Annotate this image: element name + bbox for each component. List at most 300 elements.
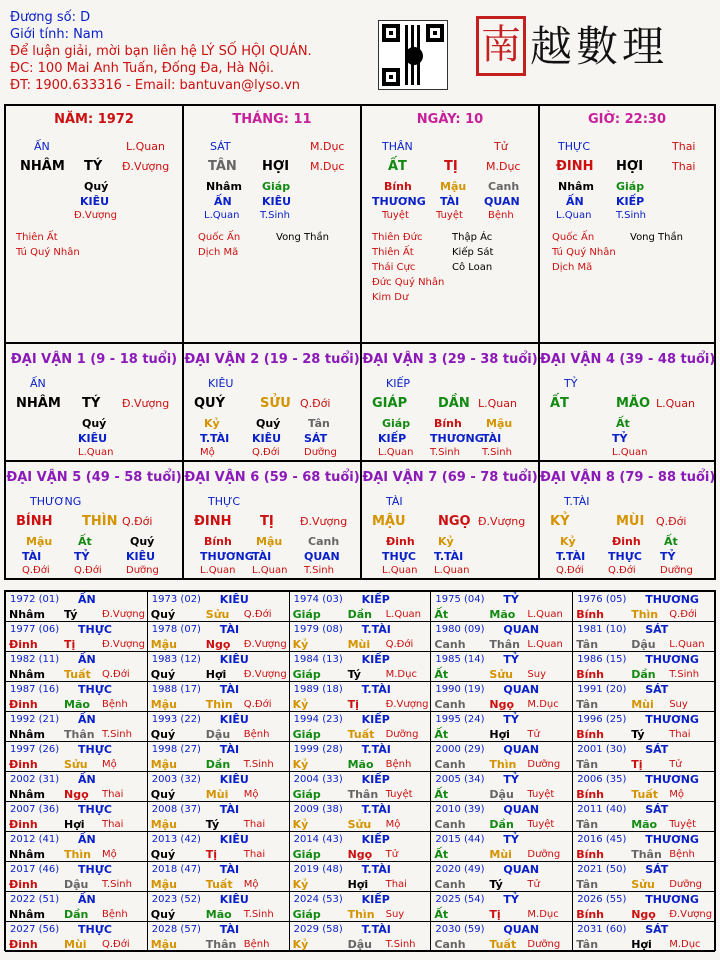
year-cell — [431, 742, 573, 772]
branch: THÌN — [82, 514, 118, 529]
year-cell — [6, 742, 148, 772]
year-stage: Tuyệt — [385, 789, 413, 800]
hidden-stem: Bính — [384, 180, 412, 193]
dai-van-cell — [183, 461, 361, 579]
year-stem: Ất — [434, 668, 449, 681]
year-cell — [147, 802, 289, 832]
pillar-title: GIỜ: 22:30 — [588, 112, 666, 127]
year-label: 1985 (14) — [435, 654, 485, 665]
year-label: 2009 (38) — [293, 804, 343, 815]
year-branch: Tị — [205, 848, 218, 861]
year-star: QUAN — [503, 683, 540, 696]
year-stem: Bính — [576, 908, 605, 921]
ten-god-label: THỰC — [208, 495, 241, 508]
hidden-stem: Mậu — [26, 535, 53, 548]
year-stem: Mậu — [150, 698, 177, 711]
year-stage: Đ.Vượng — [669, 909, 713, 920]
year-label: 2007 (36) — [10, 804, 60, 815]
year-branch: Tý — [347, 668, 361, 681]
year-label: 2000 (29) — [435, 744, 485, 755]
year-branch: Mùi — [205, 788, 229, 801]
year-branch: Tý — [64, 608, 78, 621]
branch: MÃO — [616, 396, 651, 411]
hidden-stem: Kỷ — [560, 535, 576, 548]
year-label: 1993 (22) — [151, 714, 201, 725]
year-stem: Ất — [434, 848, 449, 861]
year-stem: Mậu — [150, 818, 177, 831]
year-star: THƯƠNG — [645, 653, 699, 666]
year-star: ẤN — [78, 833, 96, 846]
year-label: 1996 (25) — [577, 714, 627, 725]
hidden-star: TỶ — [74, 550, 90, 563]
star-item: Vong Thần — [630, 232, 683, 243]
year-stage: T.Sinh — [243, 909, 274, 920]
branch-stage: Thai — [672, 160, 696, 173]
year-cell — [431, 832, 573, 862]
year-stage: Tuyệt — [669, 819, 697, 830]
year-stem: Giáp — [292, 848, 321, 861]
hidden-stem: Kỷ — [204, 417, 220, 430]
year-cell — [289, 652, 431, 682]
hidden-stem: Kỷ — [438, 535, 454, 548]
hidden-stem: Quý — [130, 535, 155, 548]
year-stem: Quý — [150, 908, 176, 921]
branch: HỢI — [262, 159, 290, 174]
year-stage: Đ.Vượng — [102, 639, 145, 650]
hidden-star: QUAN — [484, 195, 520, 208]
year-stage: Thai — [102, 789, 124, 800]
hidden-stage: Q.Đới — [608, 565, 636, 576]
year-stage: Tuyệt — [527, 819, 555, 830]
year-stem: Nhâm — [9, 788, 45, 801]
year-label: 2014 (43) — [293, 834, 343, 845]
star-item: Tú Quý Nhân — [552, 247, 616, 258]
hidden-stem: Tân — [308, 417, 330, 430]
hidden-stem: Mậu — [440, 180, 467, 193]
star-item: Tú Quý Nhân — [16, 247, 80, 258]
year-stem: Giáp — [292, 728, 321, 741]
pillar-title: NĂM: 1972 — [54, 112, 134, 127]
year-stem: Quý — [150, 608, 176, 621]
branch-stage: Q.Đới — [300, 397, 331, 410]
year-cell — [573, 682, 715, 712]
hidden-star: TÀI — [252, 550, 272, 563]
year-branch: Tý — [489, 878, 503, 891]
stage-label: L.Quan — [126, 140, 165, 153]
ten-god-label: THỰC — [558, 140, 591, 153]
year-label: 1992 (21) — [10, 714, 60, 725]
year-cell — [6, 712, 148, 742]
branch: TỊ — [444, 159, 458, 174]
star-item: Quốc Ấn — [552, 232, 595, 243]
star-item: Kiếp Sát — [452, 247, 494, 258]
branch-stage: Đ.Vượng — [122, 397, 170, 410]
year-label: 1983 (12) — [151, 654, 201, 665]
year-branch: Ngọ — [489, 698, 515, 711]
branch: HỢI — [616, 159, 644, 174]
year-cell — [147, 832, 289, 862]
year-branch: Dần — [631, 668, 656, 681]
year-star: THƯƠNG — [645, 713, 699, 726]
year-cell — [147, 772, 289, 802]
year-branch: Hợi — [64, 818, 85, 831]
hidden-stage: Bệnh — [488, 210, 514, 221]
year-star: THƯƠNG — [645, 773, 699, 786]
year-branch: Sửu — [631, 878, 655, 891]
year-label: 2025 (54) — [435, 894, 485, 905]
year-branch: Tuất — [205, 878, 233, 891]
ten-god-label: KIẾP — [386, 377, 411, 390]
year-stage: Q.Đới — [385, 639, 414, 650]
contact-note[interactable]: Để luận giải, mời bạn liên hệ LÝ SỐ HỘI QUÁN. — [10, 44, 312, 59]
hidden-star: T.TÀI — [200, 432, 230, 445]
dai-van-title: ĐẠI VẬN 4 (39 - 48 tuổi) — [540, 352, 716, 367]
year-stage: Thai — [243, 849, 266, 860]
year-cell — [6, 802, 148, 832]
year-stem: Tân — [576, 938, 599, 951]
year-label: 2016 (45) — [577, 834, 627, 845]
hidden-star: THƯƠNG — [200, 550, 254, 563]
hidden-stage: T.Sinh — [616, 210, 646, 221]
year-star: SÁT — [645, 923, 669, 936]
year-cell — [147, 712, 289, 742]
year-cell — [289, 742, 431, 772]
year-branch: Dần — [205, 758, 231, 771]
year-cell — [573, 712, 715, 742]
year-cell — [573, 802, 715, 832]
year-label: 2023 (52) — [151, 894, 201, 905]
stem: BÍNH — [16, 514, 53, 529]
year-star: THỰC — [78, 923, 112, 936]
year-label: 2011 (40) — [577, 804, 627, 815]
hidden-stage: L.Quan — [200, 565, 236, 576]
year-stage: Q.Đới — [669, 609, 697, 620]
year-stem: Nhâm — [9, 728, 45, 741]
year-label: 1974 (03) — [293, 594, 343, 605]
hidden-stage: Dưỡng — [126, 565, 159, 576]
dai-van-cell — [5, 343, 183, 461]
hidden-stage: L.Quan — [204, 210, 240, 221]
year-label: 2021 (50) — [577, 864, 627, 875]
year-stem: Mậu — [150, 638, 177, 651]
year-branch: Thân — [489, 638, 520, 651]
year-label: 1981 (10) — [577, 624, 627, 635]
star-item: Quốc Ấn — [198, 232, 241, 243]
branch: DẦN — [438, 396, 470, 411]
year-star: TỶ — [503, 833, 519, 846]
year-stage: M.Dục — [669, 939, 701, 950]
year-star: T.TÀI — [361, 863, 391, 876]
year-label: 2013 (42) — [151, 834, 201, 845]
hidden-stem: Bính — [434, 417, 462, 430]
branch: TÝ — [82, 396, 101, 411]
year-branch: Hợi — [347, 878, 369, 891]
year-branch: Mão — [631, 818, 658, 831]
hidden-star: THỰC — [382, 550, 416, 563]
year-cell — [431, 922, 573, 952]
year-branch: Tuất — [64, 668, 91, 681]
year-stem: Giáp — [292, 608, 321, 621]
year-label: 2031 (60) — [577, 924, 627, 935]
year-cell — [6, 862, 148, 892]
year-label: 1973 (02) — [151, 594, 201, 605]
hidden-stem: Canh — [308, 535, 340, 548]
year-branch: Hợi — [205, 668, 227, 681]
hidden-stem: Mậu — [256, 535, 283, 548]
branch: NGỌ — [438, 514, 471, 529]
year-label: 1999 (28) — [293, 744, 343, 755]
hidden-stage: Tuyệt — [382, 210, 409, 221]
year-stage: Dưỡng — [385, 729, 419, 740]
pillar-month — [183, 105, 361, 343]
year-stem: Canh — [434, 938, 466, 951]
hidden-stem: Quý — [82, 417, 107, 430]
year-stage: Mộ — [385, 819, 401, 830]
year-stem: Ất — [434, 908, 449, 921]
branch: TÝ — [84, 159, 103, 174]
year-stage: Tử — [669, 759, 682, 770]
year-branch: Hợi — [631, 938, 652, 951]
branch-stage: Đ.Vượng — [300, 515, 348, 528]
year-stage: T.Sinh — [102, 879, 132, 890]
year-stem: Quý — [150, 848, 176, 861]
year-stem: Tân — [576, 698, 599, 711]
year-star: KIẾP — [361, 833, 390, 846]
year-label: 2026 (55) — [577, 894, 627, 905]
year-stem: Mậu — [150, 878, 177, 891]
year-stem: Kỷ — [292, 818, 309, 831]
hidden-stem: Quý — [256, 417, 281, 430]
hidden-stem: Ất — [664, 535, 678, 548]
subject-name: Đương số: D — [10, 10, 91, 25]
star-item: Dịch Mã — [198, 247, 239, 258]
year-branch: Dần — [347, 608, 372, 621]
dai-van-cell — [539, 343, 715, 461]
year-label: 1987 (16) — [10, 684, 60, 695]
year-label: 1975 (04) — [435, 594, 485, 605]
year-branch: Ngọ — [631, 908, 656, 921]
year-star: ẤN — [78, 713, 96, 726]
year-branch: Tuất — [631, 788, 658, 801]
dai-van-title: ĐẠI VẬN 7 (69 - 78 tuổi) — [362, 470, 538, 485]
year-label: 2001 (30) — [577, 744, 627, 755]
hidden-star: TỶ — [612, 432, 628, 445]
year-star: SÁT — [645, 623, 669, 636]
year-cell — [573, 922, 715, 952]
year-cell — [431, 862, 573, 892]
year-cell — [289, 862, 431, 892]
branch-stage: M.Dục — [486, 160, 521, 173]
year-cell — [431, 712, 573, 742]
stem: GIÁP — [372, 396, 408, 411]
year-stem: Canh — [434, 878, 466, 891]
year-stage: Q.Đới — [102, 939, 130, 950]
year-star: SÁT — [645, 803, 669, 816]
chart-grid — [4, 104, 716, 580]
year-stage: Mộ — [243, 879, 259, 890]
dai-van-title: ĐẠI VẬN 3 (29 - 38 tuổi) — [362, 352, 538, 367]
year-stage: Mộ — [243, 789, 259, 800]
year-cell — [6, 682, 148, 712]
year-stem: Bính — [576, 788, 605, 801]
year-label: 1995 (24) — [435, 714, 485, 725]
year-branch: Tị — [631, 758, 643, 771]
year-stem: Tân — [576, 818, 599, 831]
year-stage: Bệnh — [102, 909, 128, 920]
year-star: TỶ — [503, 713, 519, 726]
year-cell — [431, 892, 573, 922]
year-cell — [147, 922, 289, 952]
year-star: KIÊU — [219, 593, 249, 606]
annual-luck-table — [4, 590, 716, 951]
year-star: TÀI — [219, 623, 240, 636]
hidden-stem: Nhâm — [558, 180, 594, 193]
year-star: THỰC — [78, 863, 112, 876]
stem: ĐINH — [556, 159, 594, 174]
hidden-stem: Giáp — [262, 180, 291, 193]
stage-label: M.Dục — [310, 140, 345, 153]
year-label: 2017 (46) — [10, 864, 60, 875]
year-cell — [147, 892, 289, 922]
year-cell — [147, 862, 289, 892]
hidden-star: KIÊU — [78, 432, 108, 445]
year-branch: Dậu — [347, 938, 372, 951]
year-stage: Đ.Vượng — [243, 669, 287, 680]
year-stage: L.Quan — [669, 639, 705, 650]
year-label: 2005 (34) — [435, 774, 485, 785]
year-stage: L.Quan — [527, 609, 563, 620]
hidden-stem: Đinh — [386, 535, 415, 548]
year-label: 2024 (53) — [293, 894, 343, 905]
branch-stage: Đ.Vượng — [122, 160, 170, 173]
year-cell — [147, 622, 289, 652]
year-cell — [431, 802, 573, 832]
year-label: 1979 (08) — [293, 624, 343, 635]
year-stage: Bệnh — [385, 759, 412, 770]
year-star: THỰC — [78, 803, 112, 816]
year-stage: Bệnh — [102, 699, 128, 710]
year-cell — [147, 742, 289, 772]
stage-label: Tử — [494, 140, 508, 153]
year-cell — [573, 772, 715, 802]
year-stem: Đinh — [9, 698, 38, 711]
year-stem: Đinh — [9, 818, 38, 831]
year-branch: Hợi — [489, 728, 510, 741]
year-stem: Ất — [434, 608, 449, 621]
year-branch: Ngọ — [64, 788, 89, 801]
dai-van-cell — [183, 343, 361, 461]
hidden-stage: L.Quan — [382, 565, 418, 576]
year-cell — [289, 892, 431, 922]
hidden-stage: Dưỡng — [660, 565, 693, 576]
year-branch: Sửu — [347, 818, 372, 831]
year-branch: Mùi — [64, 938, 87, 951]
year-stem: Mậu — [150, 938, 177, 951]
stem: MẬU — [372, 514, 406, 529]
phone-email[interactable]: ĐT: 1900.633316 - Email: bantuvan@lyso.vn — [10, 78, 301, 93]
year-stage: Dưỡng — [527, 759, 561, 770]
year-stem: Canh — [434, 818, 466, 831]
year-star: SÁT — [645, 683, 669, 696]
year-stem: Tân — [576, 878, 599, 891]
year-branch: Thìn — [489, 758, 517, 771]
branch-stage: Đ.Vượng — [478, 515, 526, 528]
hidden-stage: Q.Đới — [556, 565, 584, 576]
year-branch: Tị — [489, 908, 501, 921]
stem: ĐINH — [194, 514, 232, 529]
hidden-stage: T.Sinh — [260, 210, 290, 221]
year-label: 1977 (06) — [10, 624, 60, 635]
ten-god-label: KIÊU — [208, 377, 234, 390]
year-cell — [6, 592, 148, 622]
branch-stage: Q.Đới — [656, 515, 687, 528]
year-label: 2003 (32) — [151, 774, 201, 785]
hidden-stage: Dưỡng — [304, 447, 337, 458]
year-label: 2004 (33) — [293, 774, 343, 785]
year-branch: Sửu — [205, 608, 230, 621]
hidden-star: TÀI — [482, 432, 502, 445]
hidden-stem: Mậu — [486, 417, 513, 430]
year-label: 1984 (13) — [293, 654, 343, 665]
year-label: 1990 (19) — [435, 684, 485, 695]
year-stem: Nhâm — [9, 608, 45, 621]
year-branch: Mùi — [347, 638, 371, 651]
qr-code-icon[interactable] — [378, 20, 448, 90]
year-branch: Tuất — [489, 938, 517, 951]
year-stem: Bính — [576, 848, 605, 861]
ten-god-label: ẤN — [30, 377, 46, 390]
hidden-star: QUAN — [304, 550, 340, 563]
ten-god-label: ẤN — [34, 140, 50, 153]
year-star: SÁT — [645, 743, 669, 756]
year-star: QUAN — [503, 743, 540, 756]
year-cell — [289, 622, 431, 652]
hidden-stem: Giáp — [382, 417, 411, 430]
star-item: Thiên Ất — [372, 247, 414, 258]
hidden-stem: Đinh — [612, 535, 641, 548]
dai-van-title: ĐẠI VẬN 1 (9 - 18 tuổi) — [10, 352, 178, 367]
hidden-stage: Tuyệt — [436, 210, 463, 221]
year-star: TÀI — [219, 863, 240, 876]
year-star: KIÊU — [219, 773, 249, 786]
dai-van-title: ĐẠI VẬN 8 (79 - 88 tuổi) — [540, 470, 716, 485]
year-stem: Canh — [434, 638, 466, 651]
year-cell — [289, 832, 431, 862]
year-stage: Dưỡng — [527, 939, 561, 950]
year-cell — [289, 802, 431, 832]
pillar-day — [361, 105, 539, 343]
star-item: Thiên Đức — [372, 232, 423, 243]
address: ĐC: 100 Mai Anh Tuấn, Đống Đa, Hà Nội. — [10, 61, 274, 76]
year-cell — [6, 622, 148, 652]
year-cell — [6, 892, 148, 922]
hidden-stage: T.Sinh — [430, 447, 460, 458]
year-star: THƯƠNG — [645, 833, 699, 846]
hidden-stem: Quý — [84, 180, 109, 193]
year-star: T.TÀI — [361, 623, 391, 636]
year-star: TÀI — [219, 743, 240, 756]
year-stage: Thai — [385, 879, 407, 890]
year-cell — [6, 832, 148, 862]
hidden-stage: Q.Đới — [74, 565, 102, 576]
hidden-star: TÀI — [440, 195, 460, 208]
hidden-stem: Giáp — [616, 180, 645, 193]
year-star: QUAN — [503, 863, 540, 876]
hidden-stage: T.Sinh — [482, 447, 512, 458]
year-branch: Mão — [489, 608, 516, 621]
hidden-star: ẤN — [566, 195, 584, 208]
ten-god-label: SÁT — [210, 140, 231, 153]
